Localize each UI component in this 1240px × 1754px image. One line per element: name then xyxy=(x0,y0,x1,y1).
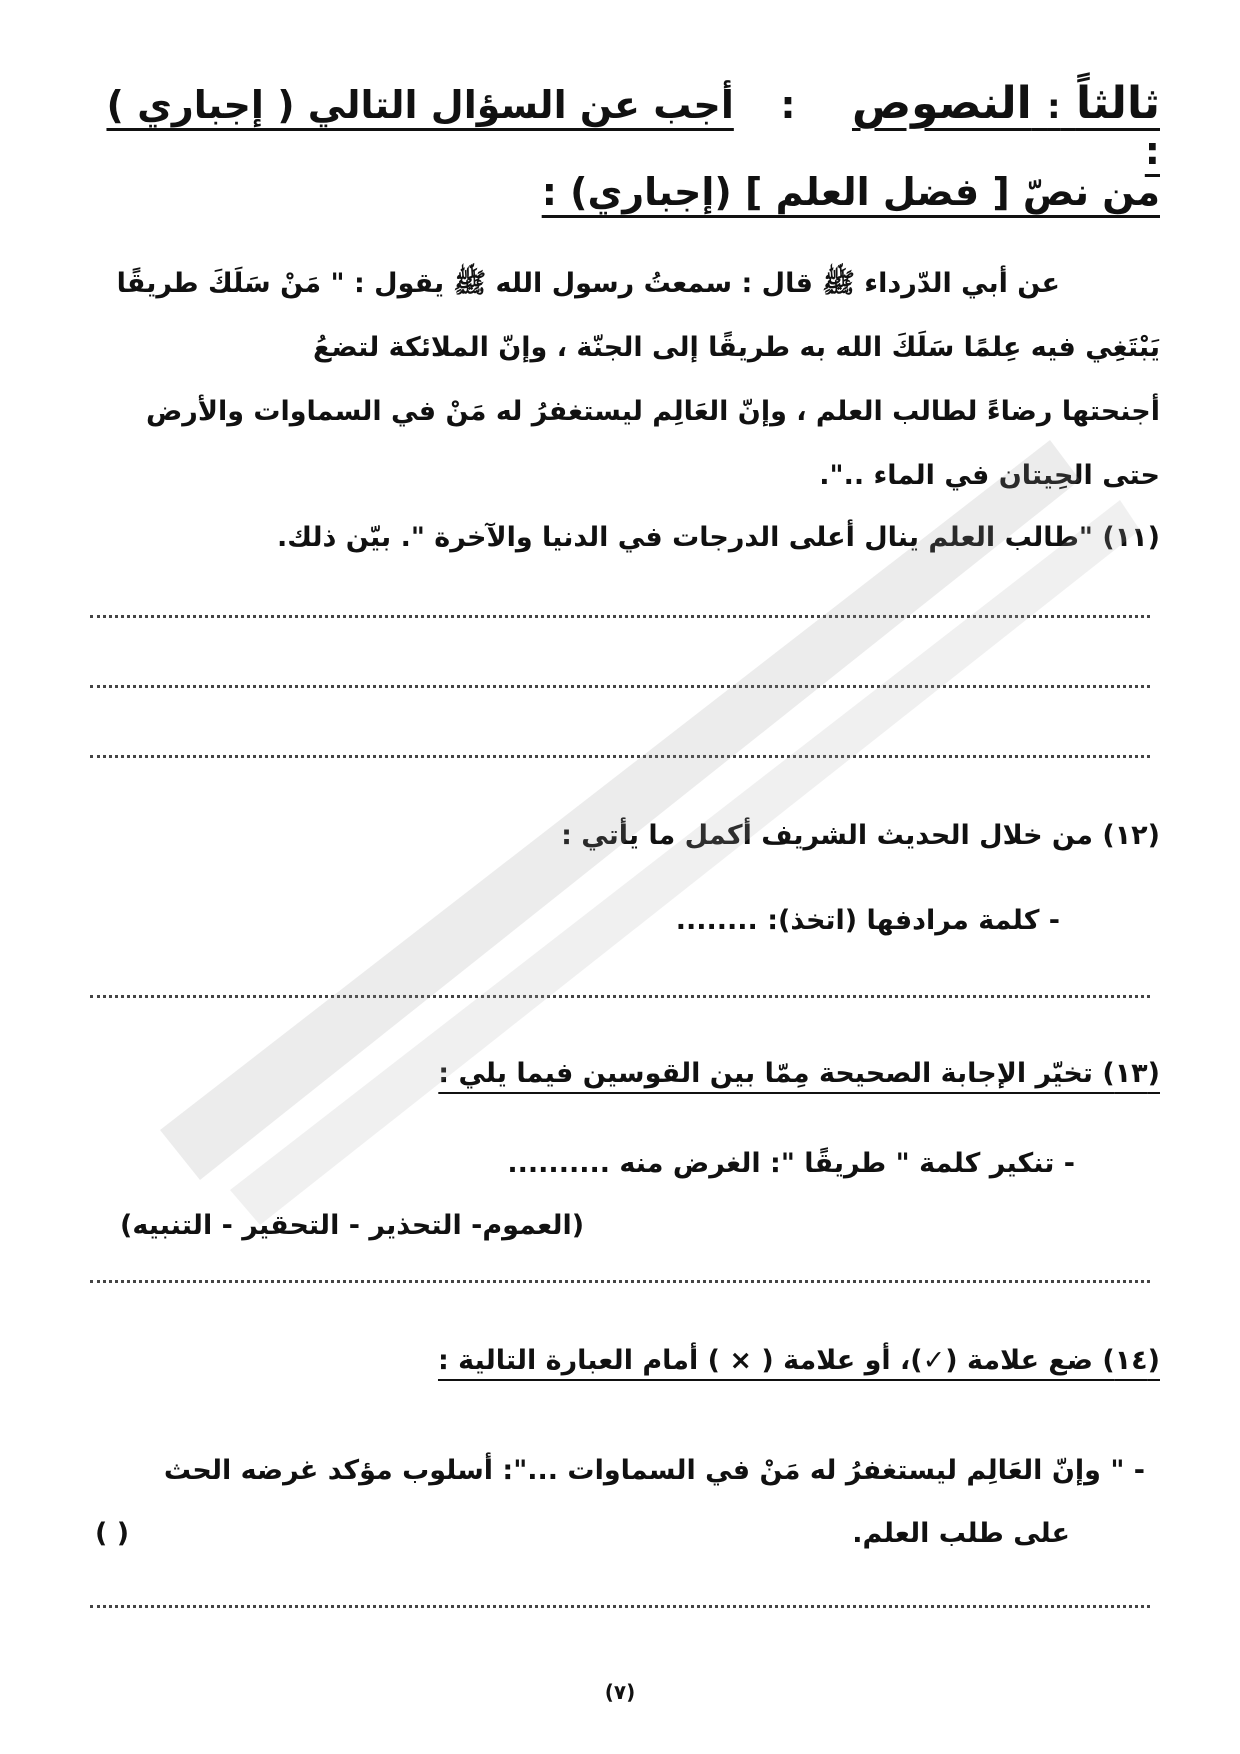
answer-line[interactable] xyxy=(90,615,1150,618)
question-11: (١١) "طالب العلم ينال أعلى الدرجات في الدنيا والآخرة ". بيّن ذلك. xyxy=(276,522,1160,553)
question-14-statement: - " وإنّ العَالِم ليستغفرُ له مَنْ في السماوات ...": أسلوب مؤكد غرضه الحث xyxy=(163,1455,1145,1486)
question-12-item: - كلمة مرادفها (اتخذ): ........ xyxy=(675,905,1060,936)
answer-line[interactable] xyxy=(90,1280,1150,1283)
section-label: ثالثاً : النصوص xyxy=(851,78,1160,129)
passage-line: عن أبي الدّرداء ﷺ قال : سمعتُ رسول الله ﷺ يقول : " مَنْ سَلَكَ طريقًا xyxy=(116,268,1060,299)
instruction-sep: : xyxy=(780,83,796,127)
question-13: (١٣) تخيّر الإجابة الصحيحة مِمّا بين القوسين فيما يلي : xyxy=(438,1058,1160,1089)
section-header xyxy=(80,78,1160,173)
passage-line: يَبْتَغِي فيه عِلمًا سَلَكَ الله به طريقًا إلى الجنّة ، وإنّ الملائكة لتضعُ xyxy=(313,332,1160,363)
passage xyxy=(80,252,1160,508)
answer-box[interactable]: ( ) xyxy=(95,1518,130,1549)
passage-title: من نصّ [ فضل العلم ] (إجباري) : xyxy=(541,170,1160,214)
section-instruction: أجب عن السؤال التالي ( إجباري ) : xyxy=(106,83,1160,173)
question-14-statement-cont: على طلب العلم. xyxy=(852,1518,1070,1549)
passage-line: حتى الحِيتان في الماء ..". xyxy=(819,460,1160,491)
question-14: (١٤) ضع علامة (✓)، أو علامة ( × ) أمام العبارة التالية : xyxy=(437,1345,1160,1376)
question-12: (١٢) من خلال الحديث الشريف أكمل ما يأتي : xyxy=(561,820,1160,851)
question-13-choices: (العموم- التحذير - التحقير - التنبيه) xyxy=(120,1210,585,1241)
answer-line[interactable] xyxy=(90,1605,1150,1608)
question-13-item: - تنكير كلمة " طريقًا ": الغرض منه .......... xyxy=(507,1148,1075,1179)
passage-line: أجنحتها رضاءً لطالب العلم ، وإنّ العَالِم ليستغفرُ له مَنْ في السماوات والأرض xyxy=(145,396,1160,427)
answer-line[interactable] xyxy=(90,685,1150,688)
answer-line[interactable] xyxy=(90,755,1150,758)
page-number: (٧) xyxy=(604,1680,636,1704)
answer-line[interactable] xyxy=(90,995,1150,998)
